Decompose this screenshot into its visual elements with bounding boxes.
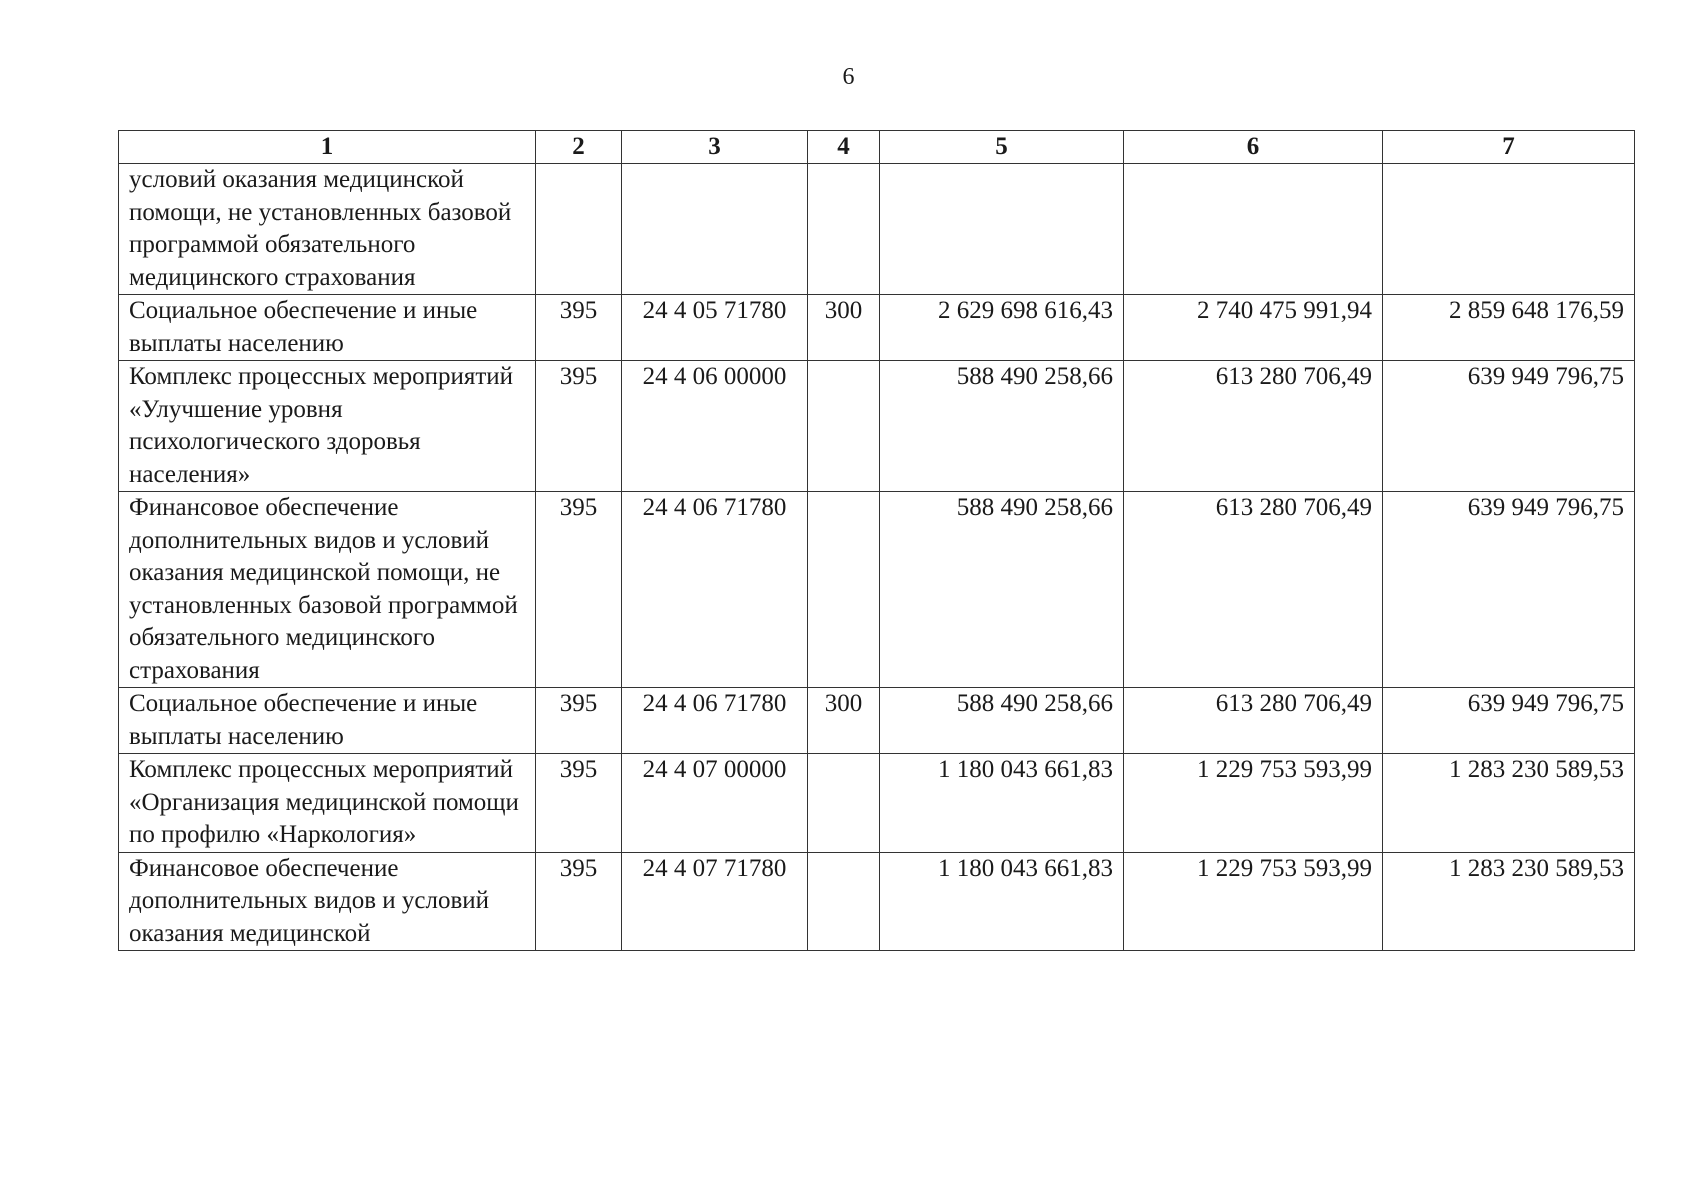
row-col-2: 395 — [536, 852, 622, 951]
row-col-7: 1 283 230 589,53 — [1383, 754, 1635, 853]
header-col-4: 4 — [808, 131, 880, 164]
row-col-6: 613 280 706,49 — [1124, 361, 1383, 492]
header-row — [119, 131, 1635, 164]
row-col-2: 395 — [536, 754, 622, 853]
row-col-2: 395 — [536, 295, 622, 361]
row-col-2: 395 — [536, 361, 622, 492]
row-col-7: 639 949 796,75 — [1383, 361, 1635, 492]
row-col-5: 2 629 698 616,43 — [880, 295, 1124, 361]
row-col-2: 395 — [536, 492, 622, 688]
row-name: Комплекс процессных мероприятий «Организация медицинской помощи по профилю «Наркология» — [119, 754, 536, 853]
table-row — [119, 754, 1635, 853]
header-col-5: 5 — [880, 131, 1124, 164]
table-row — [119, 492, 1635, 688]
row-col-5: 588 490 258,66 — [880, 361, 1124, 492]
row-col-4: 300 — [808, 688, 880, 754]
header-col-6: 6 — [1124, 131, 1383, 164]
row-name: условий оказания медицинской помощи, не установленных базовой программой обязательного медицинского страхования — [119, 164, 536, 295]
row-name: Социальное обеспечение и иные выплаты населению — [119, 295, 536, 361]
table-row — [119, 164, 1635, 295]
row-col-5: 1 180 043 661,83 — [880, 852, 1124, 951]
row-col-4 — [808, 754, 880, 853]
row-col-3: 24 4 07 00000 — [622, 754, 808, 853]
row-col-5: 588 490 258,66 — [880, 688, 1124, 754]
row-col-7: 1 283 230 589,53 — [1383, 852, 1635, 951]
row-col-3: 24 4 07 71780 — [622, 852, 808, 951]
row-col-4 — [808, 361, 880, 492]
row-col-4: 300 — [808, 295, 880, 361]
row-col-7: 639 949 796,75 — [1383, 688, 1635, 754]
row-col-2: 395 — [536, 688, 622, 754]
row-name: Финансовое обеспечение дополнительных видов и условий оказания медицинской — [119, 852, 536, 951]
row-col-4 — [808, 492, 880, 688]
row-col-5 — [880, 164, 1124, 295]
row-name: Комплекс процессных мероприятий «Улучшение уровня психологического здоровья населения» — [119, 361, 536, 492]
table-row — [119, 295, 1635, 361]
row-col-4 — [808, 852, 880, 951]
row-col-5: 588 490 258,66 — [880, 492, 1124, 688]
row-col-3 — [622, 164, 808, 295]
table-row — [119, 852, 1635, 951]
row-col-6 — [1124, 164, 1383, 295]
row-name: Социальное обеспечение и иные выплаты населению — [119, 688, 536, 754]
header-col-2: 2 — [536, 131, 622, 164]
row-col-6: 2 740 475 991,94 — [1124, 295, 1383, 361]
row-col-7: 639 949 796,75 — [1383, 492, 1635, 688]
row-col-3: 24 4 06 71780 — [622, 688, 808, 754]
budget-table — [118, 130, 1635, 951]
row-col-6: 1 229 753 593,99 — [1124, 852, 1383, 951]
table-row — [119, 688, 1635, 754]
row-col-3: 24 4 05 71780 — [622, 295, 808, 361]
header-col-7: 7 — [1383, 131, 1635, 164]
table-row — [119, 361, 1635, 492]
header-col-1: 1 — [119, 131, 536, 164]
row-col-6: 613 280 706,49 — [1124, 492, 1383, 688]
header-col-3: 3 — [622, 131, 808, 164]
row-col-2 — [536, 164, 622, 295]
row-col-4 — [808, 164, 880, 295]
row-name: Финансовое обеспечение дополнительных видов и условий оказания медицинской помощи, не установленных базовой программой обязательного медицинского страхования — [119, 492, 536, 688]
row-col-6: 1 229 753 593,99 — [1124, 754, 1383, 853]
page-number: 6 — [842, 64, 855, 90]
row-col-7 — [1383, 164, 1635, 295]
row-col-6: 613 280 706,49 — [1124, 688, 1383, 754]
row-col-5: 1 180 043 661,83 — [880, 754, 1124, 853]
row-col-3: 24 4 06 00000 — [622, 361, 808, 492]
row-col-3: 24 4 06 71780 — [622, 492, 808, 688]
row-col-7: 2 859 648 176,59 — [1383, 295, 1635, 361]
